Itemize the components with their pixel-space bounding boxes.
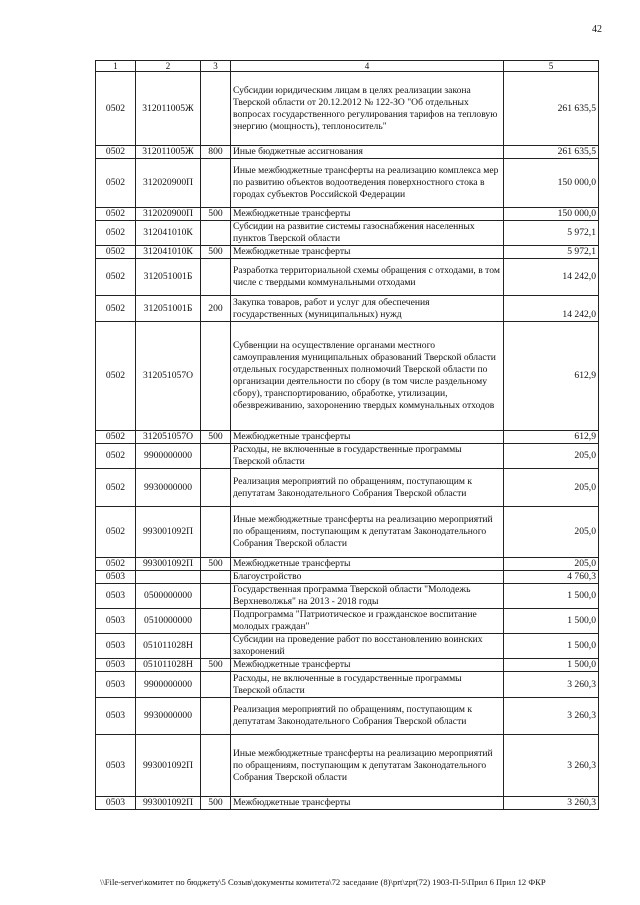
expense-type-code [201,698,231,735]
expense-type-code [201,634,231,659]
expense-type-code [201,322,231,431]
expense-type-code [201,609,231,634]
amount: 3 260,3 [504,698,599,735]
expense-type-code [201,584,231,609]
expense-type-code [201,735,231,797]
target-article-code: 312051001Б [136,296,201,322]
expense-type-code: 500 [201,208,231,221]
target-article-code: 051011028Н [136,659,201,672]
column-header: 4 [231,61,504,72]
item-name: Иные межбюджетные трансферты на реализацию комплекса мер по развитию объектов водоотведения поверхностного стока в городах субъектов Российской Федерации [231,159,504,208]
target-article-code: 9930000000 [136,698,201,735]
table-body [96,72,599,810]
table-row [96,659,599,672]
item-name: Субвенции на осуществление органами местного самоуправления муниципальных образований Тверской области отдельных государственных полномочий Тверской области по организации деятельности по сбору (в том числе раздельному сбору), транспортированию, обработке, утилизации, обезвреживанию, захоронению твердых коммунальных отходов [231,322,504,431]
table-row [96,672,599,698]
column-header: 5 [504,61,599,72]
expense-type-code [201,221,231,246]
item-name: Расходы, не включенные в государственные программы Тверской области [231,672,504,698]
item-name: Иные межбюджетные трансферты на реализацию мероприятий по обращениям, поступающим к депутатам Законодательного Собрания Тверской области [231,507,504,558]
table-row [96,159,599,208]
item-name: Межбюджетные трансферты [231,246,504,259]
item-name: Межбюджетные трансферты [231,558,504,571]
amount: 3 260,3 [504,797,599,810]
amount: 4 760,3 [504,571,599,584]
expense-type-code [201,469,231,507]
section-code: 0503 [96,609,136,634]
item-name: Межбюджетные трансферты [231,208,504,221]
item-name: Иные бюджетные ассигнования [231,146,504,159]
section-code: 0502 [96,246,136,259]
table-row [96,444,599,469]
section-code: 0502 [96,444,136,469]
section-code: 0502 [96,431,136,444]
item-name: Субсидии на развитие системы газоснабжения населенных пунктов Тверской области [231,221,504,246]
amount: 205,0 [504,558,599,571]
table-row [96,698,599,735]
amount: 205,0 [504,469,599,507]
section-code: 0502 [96,507,136,558]
target-article-code: 993001092П [136,797,201,810]
target-article-code: 9900000000 [136,444,201,469]
column-header: 3 [201,61,231,72]
table-row [96,507,599,558]
budget-table [95,60,599,810]
amount: 5 972,1 [504,246,599,259]
amount: 3 260,3 [504,672,599,698]
expense-type-code: 500 [201,659,231,672]
table-row [96,584,599,609]
target-article-code [136,571,201,584]
section-code: 0502 [96,159,136,208]
section-code: 0503 [96,659,136,672]
expense-type-code: 500 [201,246,231,259]
expense-type-code [201,72,231,146]
expense-type-code [201,672,231,698]
target-article-code: 993001092П [136,735,201,797]
target-article-code: 312020900П [136,159,201,208]
amount: 150 000,0 [504,159,599,208]
table-row [96,221,599,246]
item-name: Межбюджетные трансферты [231,659,504,672]
section-code: 0503 [96,735,136,797]
section-code: 0503 [96,698,136,735]
table-row [96,609,599,634]
section-code: 0502 [96,469,136,507]
target-article-code: 051011028Н [136,634,201,659]
expense-type-code: 200 [201,296,231,322]
amount: 205,0 [504,444,599,469]
amount: 1 500,0 [504,584,599,609]
item-name: Субсидии юридическим лицам в целях реализации закона Тверской области от 20.12.2012 № 122-ЗО "Об отдельных вопросах государственного регулирования тарифов на тепловую энергию (мощность), теплоноситель" [231,72,504,146]
item-name: Реализация мероприятий по обращениям, поступающим к депутатам Законодательного Собрания Тверской области [231,698,504,735]
item-name: Реализация мероприятий по обращениям, поступающим к депутатам Законодательного Собрания Тверской области [231,469,504,507]
amount: 1 500,0 [504,659,599,672]
column-header: 2 [136,61,201,72]
target-article-code: 312020900П [136,208,201,221]
file-path-footer: \\File-server\комитет по бюджету\5 Созыв\документы комитета\72 заседание (8)\prt\zpr(72) 1903-П-5\Прил 6 Прил 12 ФКР [100,877,546,887]
amount: 5 972,1 [504,221,599,246]
target-article-code: 993001092П [136,558,201,571]
table-row [96,571,599,584]
table-row [96,259,599,296]
table-row [96,469,599,507]
target-article-code: 9930000000 [136,469,201,507]
amount: 14 242,0 [504,296,599,322]
table-row [96,246,599,259]
table-row [96,208,599,221]
item-name: Иные межбюджетные трансферты на реализацию мероприятий по обращениям, поступающим к депутатам Законодательного Собрания Тверской области [231,735,504,797]
section-code: 0503 [96,797,136,810]
target-article-code: 9900000000 [136,672,201,698]
section-code: 0502 [96,208,136,221]
amount: 261 635,5 [504,72,599,146]
amount: 261 635,5 [504,146,599,159]
target-article-code: 312041010К [136,246,201,259]
amount: 205,0 [504,507,599,558]
section-code: 0503 [96,634,136,659]
section-code: 0502 [96,72,136,146]
item-name: Благоустройство [231,571,504,584]
item-name: Закупка товаров, работ и услуг для обеспечения государственных (муниципальных) нужд [231,296,504,322]
table-row [96,322,599,431]
amount: 14 242,0 [504,259,599,296]
amount: 3 260,3 [504,735,599,797]
target-article-code: 0510000000 [136,609,201,634]
item-name: Разработка территориальной схемы обращения с отходами, в том числе с твердыми коммунальными отходами [231,259,504,296]
column-header: 1 [96,61,136,72]
amount: 150 000,0 [504,208,599,221]
target-article-code: 993001092П [136,507,201,558]
expense-type-code: 500 [201,558,231,571]
table-header-row [96,61,599,72]
item-name: Государственная программа Тверской области "Молодежь Верхневолжья" на 2013 - 2018 годы [231,584,504,609]
target-article-code: 312041010К [136,221,201,246]
section-code: 0503 [96,584,136,609]
section-code: 0502 [96,558,136,571]
item-name: Межбюджетные трансферты [231,797,504,810]
section-code: 0502 [96,221,136,246]
target-article-code: 0500000000 [136,584,201,609]
target-article-code: 312011005Ж [136,72,201,146]
table-row [96,558,599,571]
table-row [96,431,599,444]
table-row [96,797,599,810]
expense-type-code [201,507,231,558]
amount: 612,9 [504,322,599,431]
section-code: 0502 [96,146,136,159]
target-article-code: 312051001Б [136,259,201,296]
table-row [96,296,599,322]
item-name: Подпрограмма "Патриотическое и гражданское воспитание молодых граждан" [231,609,504,634]
amount: 1 500,0 [504,634,599,659]
amount: 1 500,0 [504,609,599,634]
target-article-code: 312051057О [136,322,201,431]
table-row [96,72,599,146]
expense-type-code [201,571,231,584]
target-article-code: 312051057О [136,431,201,444]
expense-type-code [201,159,231,208]
section-code: 0502 [96,322,136,431]
expense-type-code: 500 [201,797,231,810]
target-article-code: 312011005Ж [136,146,201,159]
expense-type-code: 800 [201,146,231,159]
expense-type-code [201,444,231,469]
table-row [96,735,599,797]
section-code: 0502 [96,259,136,296]
expense-type-code [201,259,231,296]
page-number: 42 [592,24,602,35]
amount: 612,9 [504,431,599,444]
section-code: 0503 [96,571,136,584]
expense-type-code: 500 [201,431,231,444]
table-row [96,146,599,159]
item-name: Субсидии на проведение работ по восстановлению воинских захоронений [231,634,504,659]
item-name: Межбюджетные трансферты [231,431,504,444]
section-code: 0503 [96,672,136,698]
table-row [96,634,599,659]
section-code: 0502 [96,296,136,322]
item-name: Расходы, не включенные в государственные программы Тверской области [231,444,504,469]
